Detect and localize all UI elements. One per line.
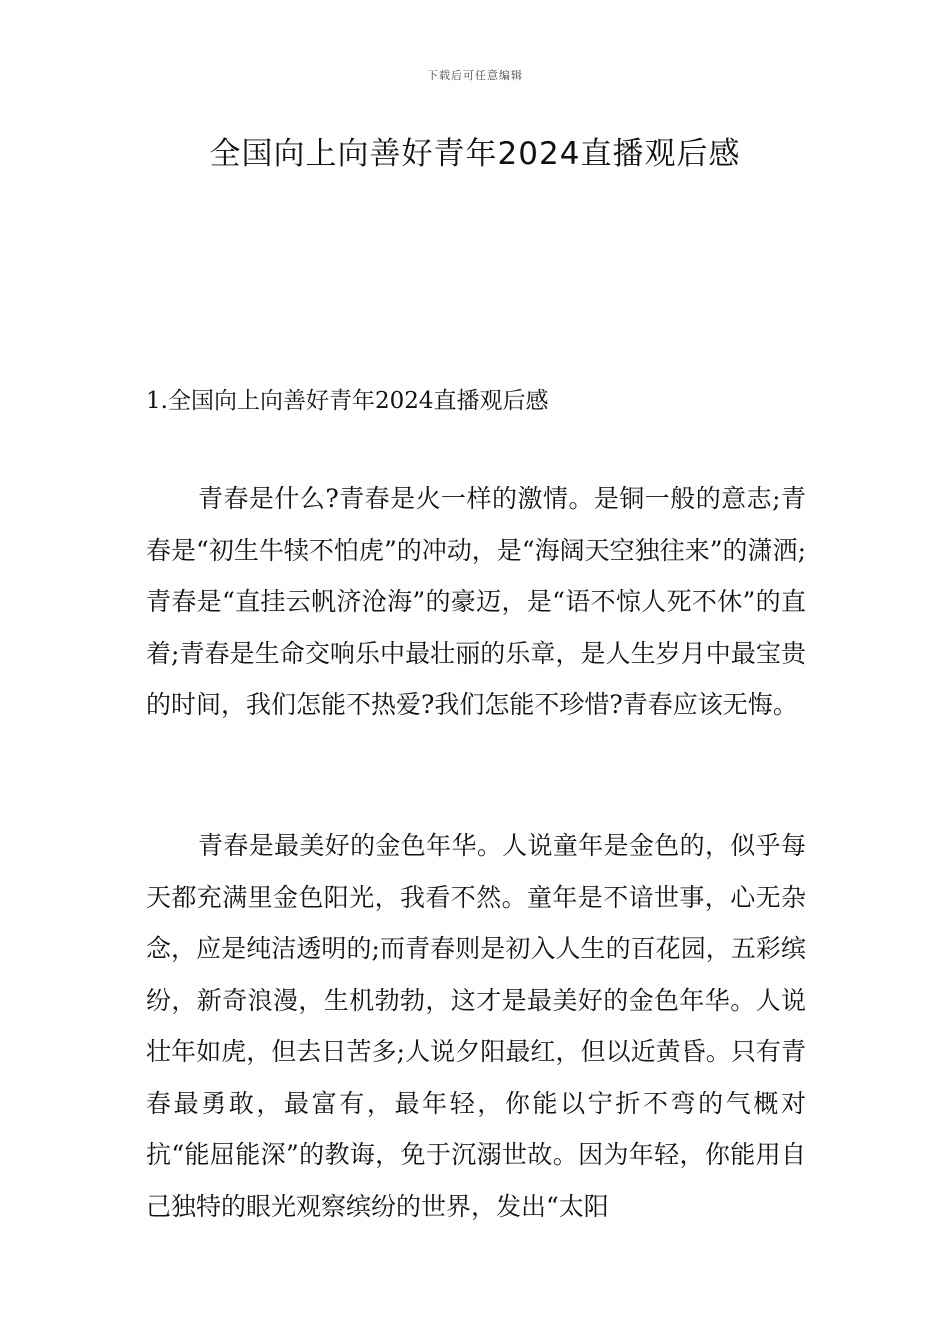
- section-heading: 1.全国向上向善好青年2024直播观后感: [146, 388, 549, 414]
- header-note: 下载后可任意编辑: [427, 69, 523, 82]
- document-title: 全国向上向善好青年2024直播观后感: [209, 136, 741, 172]
- body-paragraph-2: 青春是最美好的金色年华。人说童年是金色的，似乎每天都充满里金色阳光，我看不然。童年是不谙世事，心无杂念，应是纯洁透明的;而青春则是初入人生的百花园，五彩缤纷，新奇浪漫，生机勃勃，这才是最美好的金色年华。人说壮年如虎，但去日苦多;人说夕阳最红，但以近黄昏。只有青春最勇敢，最富有，最年轻，你能以宁折不弯的气概对抗“能屈能深”的教诲，免于沉溺世故。因为年轻，你能用自己独特的眼光观察缤纷的世界，发出“太阳: [146, 831, 806, 1221]
- body-paragraph-1: 青春是什么?青春是火一样的激情。是铜一般的意志;青春是“初生牛犊不怕虎”的冲动，是“海阔天空独往来”的潇洒;青春是“直挂云帆济沧海”的豪迈，是“语不惊人死不休”的直着;青春是生命交响乐中最壮丽的乐章，是人生岁月中最宝贵的时间，我们怎能不热爱?我们怎能不珍惜?青春应该无悔。: [146, 484, 806, 719]
